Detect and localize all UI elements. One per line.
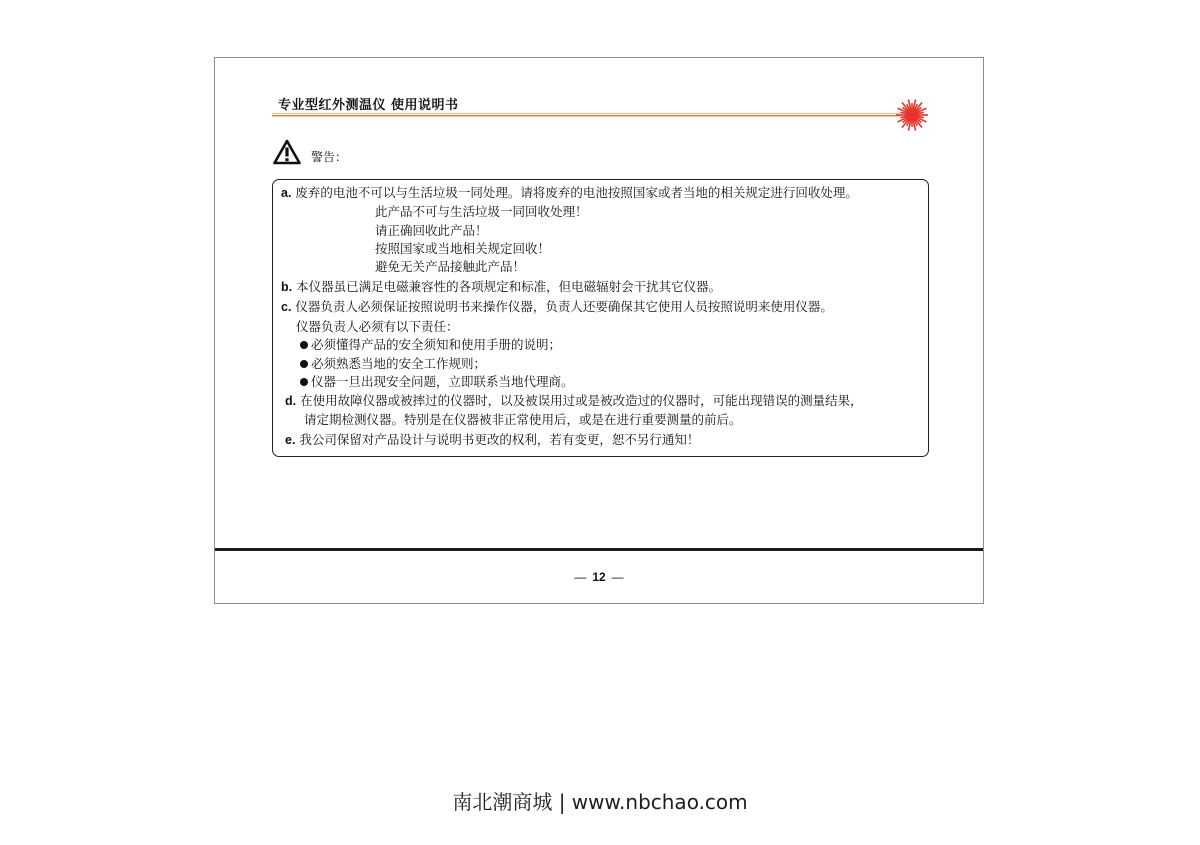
page-number-dash-left: —	[574, 570, 587, 584]
bullet-icon	[300, 341, 308, 349]
notice-d	[285, 393, 863, 409]
bullet-icon	[300, 378, 308, 386]
page-number	[215, 570, 983, 584]
manual-page	[214, 57, 984, 604]
notice-a-sub-3: 按照国家或当地相关规定回收！	[375, 241, 551, 256]
notice-b-text: 本仪器虽已满足电磁兼容性的各项规定和标准，但电磁辐射会干扰其它仪器。	[296, 279, 722, 294]
title-rule	[272, 113, 900, 117]
notice-c-intro: 仪器负责人必须有以下责任：	[296, 319, 459, 334]
laser-burst-icon	[895, 98, 929, 132]
notice-e-marker: e.	[285, 433, 296, 447]
warning-triangle-icon	[273, 139, 301, 165]
notice-a-marker: a.	[281, 186, 292, 200]
list-item	[300, 356, 486, 372]
notice-a-text: 废弃的电池不可以与生活垃圾一同处理。请将废弃的电池按照国家或者当地的相关规定进行回收处理。	[295, 185, 858, 200]
notice-d-marker: d.	[285, 394, 297, 408]
site-watermark: 南北潮商城 | www.nbchao.com	[452, 790, 748, 814]
list-item	[300, 337, 561, 353]
notice-a	[281, 185, 858, 201]
notice-c-marker: c.	[281, 300, 292, 314]
notice-c-bullet-1: 必须懂得产品的安全须知和使用手册的说明；	[311, 337, 562, 352]
notice-b	[281, 279, 721, 295]
page-title: 专业型红外测温仪 使用说明书	[278, 98, 459, 113]
notice-a-sub-4: 避免无关产品接触此产品！	[375, 259, 526, 274]
notice-a-sub-1: 此产品不可与生活垃圾一同回收处理！	[375, 204, 588, 219]
notice-c-bullet-3: 仪器一旦出现安全问题，立即联系当地代理商。	[311, 374, 574, 389]
bullet-icon	[300, 360, 308, 368]
page-number-dash-right: —	[611, 570, 624, 584]
warning-label: 警告：	[311, 150, 348, 164]
notice-e	[285, 432, 699, 448]
warning-notice-box	[272, 179, 929, 457]
notice-d-continuation: 请定期检测仪器。特别是在仪器被非正常使用后，或是在进行重要测量的前后。	[304, 412, 742, 427]
page-number-value: 12	[592, 570, 606, 584]
notice-c-text: 仪器负责人必须保证按照说明书来操作仪器，负责人还要确保其它使用人员按照说明来使用仪器。	[295, 299, 833, 314]
notice-b-marker: b.	[281, 280, 293, 294]
notice-a-sub-2: 请正确回收此产品！	[375, 223, 488, 238]
list-item	[300, 374, 574, 390]
footer-rule	[215, 548, 983, 551]
notice-e-text: 我公司保留对产品设计与说明书更改的权利，若有变更，恕不另行通知！	[299, 432, 700, 447]
notice-c-bullet-2: 必须熟悉当地的安全工作规则；	[311, 356, 487, 371]
notice-d-text: 在使用故障仪器或被摔过的仪器时，以及被误用过或是被改造过的仪器时，可能出现错误的测量结果，	[300, 393, 863, 408]
notice-c	[281, 299, 833, 315]
